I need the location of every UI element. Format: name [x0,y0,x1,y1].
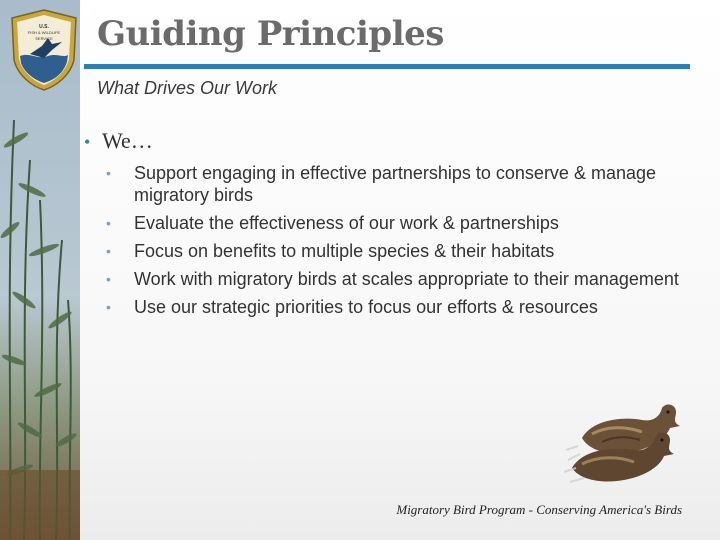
bullet-content [80,128,690,324]
black-duck-pair-illustration [562,398,692,490]
bullet-marker: • [106,243,111,259]
main-bullet-text: We… [102,128,153,153]
list-item: • Use our strategic priorities to focus our efforts & resources [80,296,690,318]
bullet-marker: • [84,132,91,152]
usfws-shield-icon [8,8,80,92]
bullet-marker: • [106,299,111,315]
bullet-marker: • [106,165,111,181]
svg-text:SERVICE: SERVICE [35,36,53,41]
list-item: • Evaluate the effectiveness of our work & partnerships [80,212,690,234]
slide-footer: Migratory Bird Program - Conserving America's Birds [396,502,682,517]
bullet-marker: • [106,271,111,287]
slide-title: Guiding Principles [97,14,444,54]
slide-subtitle: What Drives Our Work [97,78,278,98]
sub-bullet-list [80,162,690,318]
bullet-marker: • [106,215,111,231]
svg-text:U.S.: U.S. [39,24,49,30]
main-bullet [84,128,690,154]
list-item: • Focus on benefits to multiple species & their habitats [80,240,690,262]
usfws-logo [8,8,80,92]
list-item: • Support engaging in effective partnerships to conserve & manage migratory birds [80,162,690,206]
title-rule [84,64,690,69]
svg-text:FISH & WILDLIFE: FISH & WILDLIFE [27,30,61,35]
list-item: • Work with migratory birds at scales appropriate to their management [80,268,690,290]
